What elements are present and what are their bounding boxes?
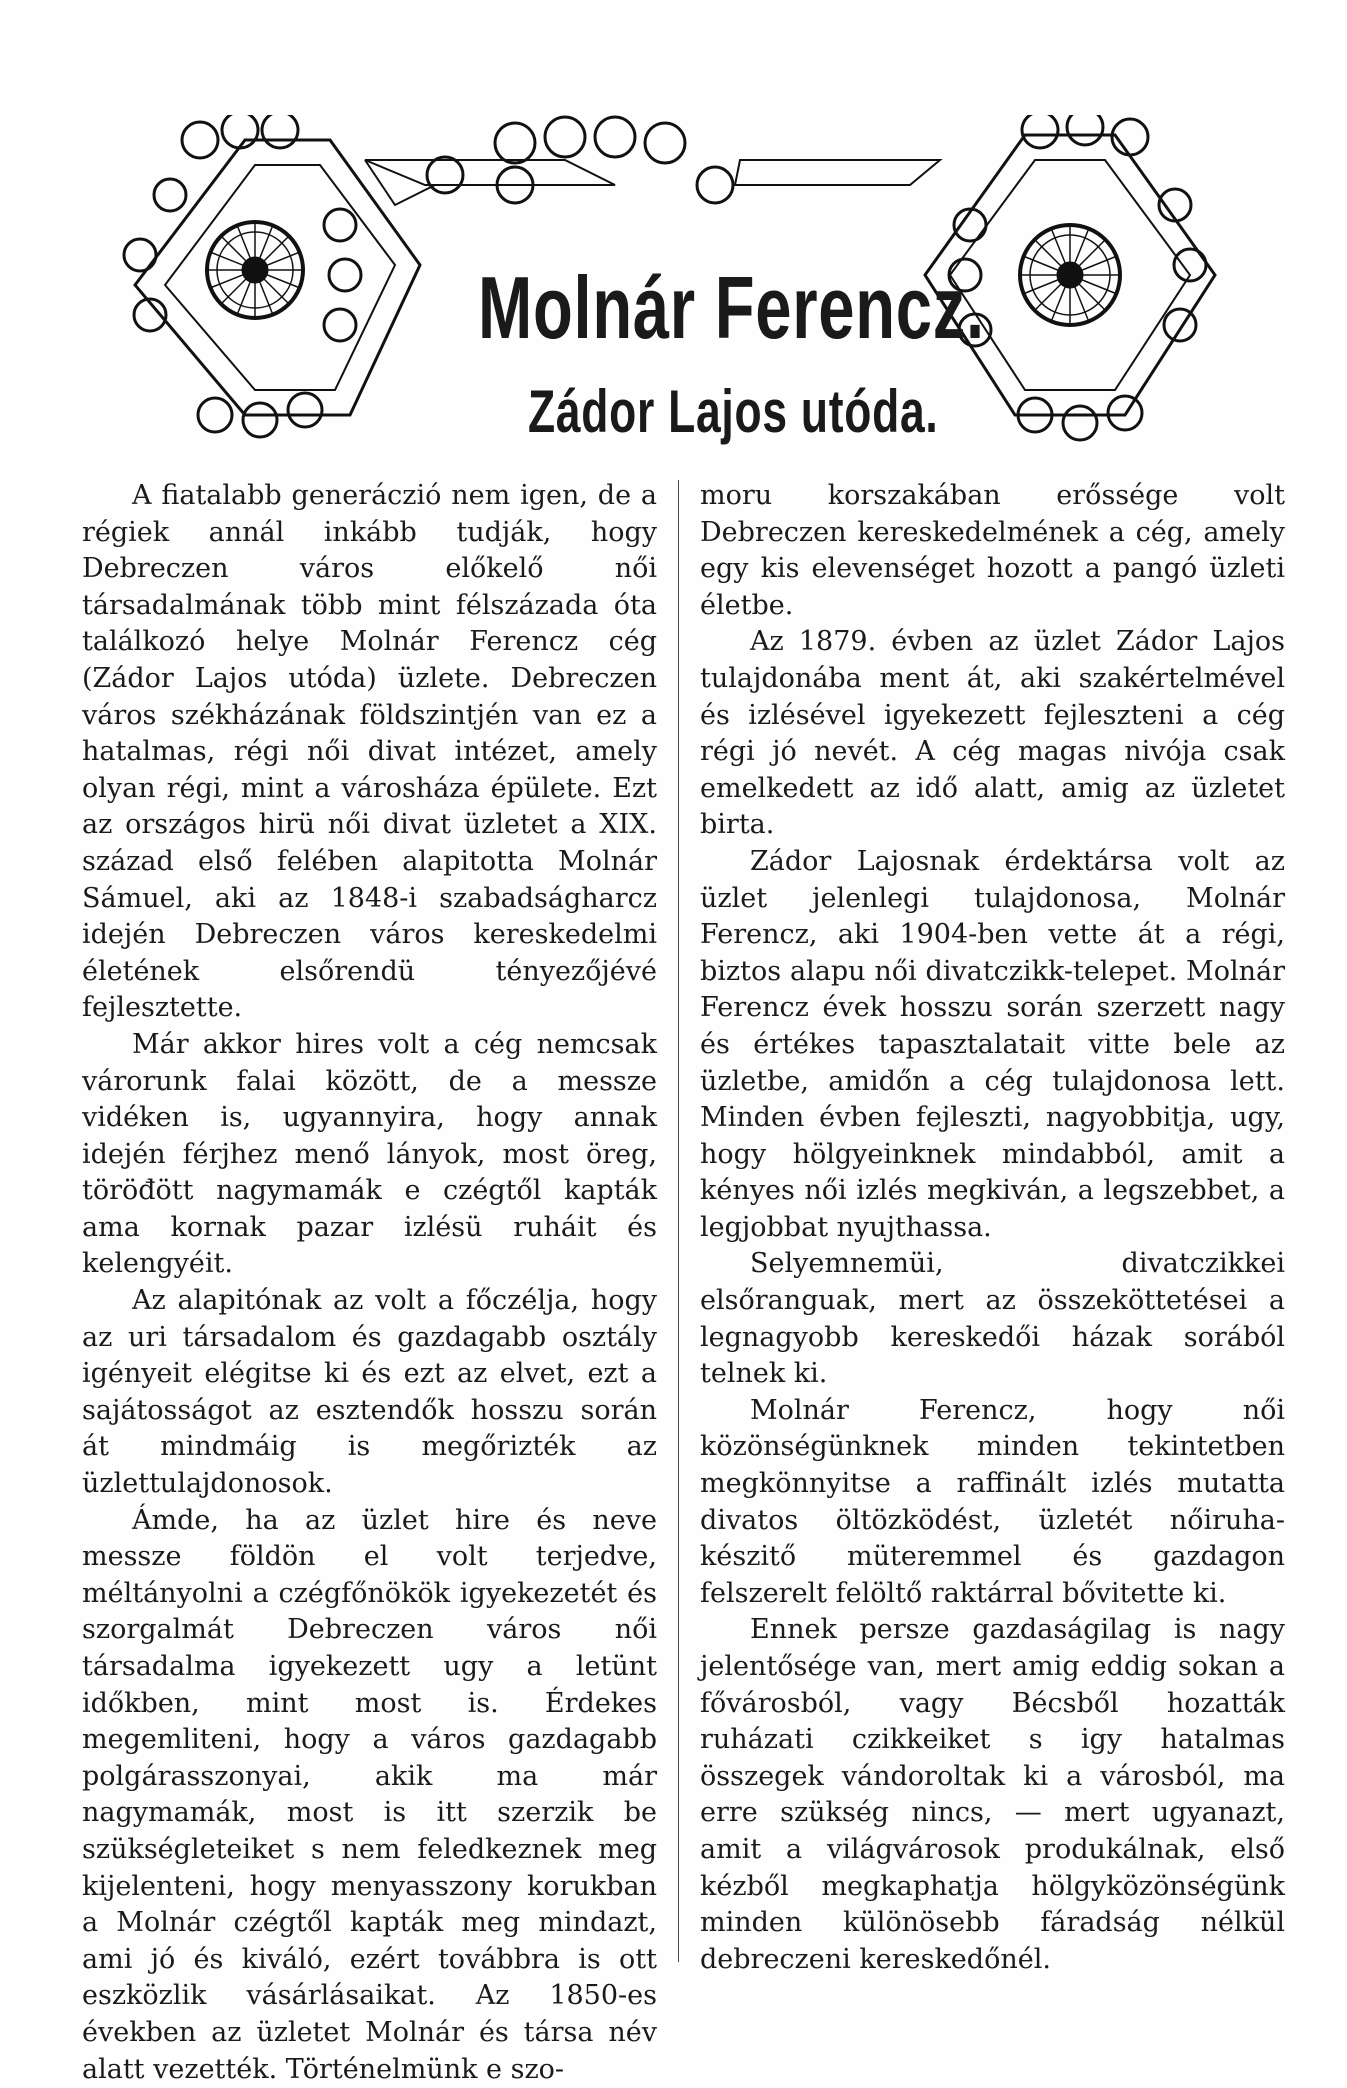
paragraph: Az alapitónak az volt a főczélja, hogy az uri társadalom és gazdagabb osztály igényeit elégitse ki és ezt az elvet, ezt a sajátosságot az esztendők hosszu során át mindmáig is megőrizték az üzlettulajdonosok. xyxy=(82,1285,657,1500)
paragraph: Zádor Lajosnak érdektársa volt az üzlet jelenlegi tulajdonosa, Molnár Ferencz, aki 1904-ben vette át a régi, biztos alapu női divatczikk-telepet. Molnár Ferencz évek hosszu során szerzett nagy és értékes tapasztalatait vitte bele az üzletbe, amidőn a cég tulajdonosa lett. Minden évben fejleszti, nagyobbitja, ugy, hogy hölgyeinknek mindabból, amit a kényes női izlés megkiván, a legszebbet, a legjobbat nyujthassa. xyxy=(700,845,1285,1243)
paragraph: A fiatalabb generáczió nem igen, de a régiek annál inkább tudják, hogy Debreczen város előkelő női társadalmának több mint félszázada óta találkozó helye Molnár Ferencz cég (Zádor Lajos utóda) üzlete. Debreczen város székházának földszintjén van ez a hatalmas, régi női divat intézet, amely olyan régi, mint a városháza épülete. Ezt az országos hirü női divat üzletet a XIX. század első felében alapitotta Molnár Sámuel, aki az 1848-i szabadságharcz idején Debreczen város kereskedelmi életének elsőrendü tényezőjévé fejlesztette. xyxy=(82,480,657,1024)
paragraph: Selyemnemüi, divatczikkei elsőranguak, mert az összeköttetései a legnagyobb kereskedői házak sorából telnek ki. xyxy=(700,1248,1285,1390)
page-title: Molnár Ferencz. xyxy=(478,258,985,357)
column-divider xyxy=(678,480,679,1962)
paragraph: Ennek persze gazdaságilag is nagy jelentősége van, mert amig eddig sokan a fővárosból, vagy Bécsből hozatták ruházati czikkeiket s igy hatalmas összegek vándoroltak ki a városból, ma erre szükség nincs, — mert ugyanazt, amit a világvárosok produkálnak, első kézből megkaphatja hölgyközönségünk minden különösebb fáradság nélkül debreczeni kereskedőnél. xyxy=(700,1614,1285,1975)
paragraph: Az 1879. évben az üzlet Zádor Lajos tulajdonába ment át, aki szakértelmével és izlésével igyekezett fejleszteni a cég régi jó nevét. A cég magas nivója csak emelkedett az idő alatt, amig az üzletet birta. xyxy=(700,626,1285,841)
right-column xyxy=(700,478,1285,1978)
paragraph: moru korszakában erőssége volt Debreczen kereskedelmének a cég, amely egy kis elevenséget hozott a pangó üzleti életbe. xyxy=(700,480,1285,621)
left-column xyxy=(82,478,657,2088)
paragraph: Molnár Ferencz, hogy női közönségünknek minden tekintetben megkönnyitse a raffinált izlés mutatta divatos öltözködést, üzletét nőiruha-készitő müteremmel és gazdagon felszerelt felöltő raktárral bővitette ki. xyxy=(700,1394,1285,1609)
paragraph: Már akkor hires volt a cég nemcsak várorunk falai között, de a messze vidéken is, ugyannyira, hogy annak idején férjhez menő lányok, most öreg, töröđött nagymamák e czégtől kapták ama kornak pazar izlésü ruháit és kelengyéit. xyxy=(82,1028,657,1280)
page-subtitle: Zádor Lajos utóda. xyxy=(528,378,939,445)
left-wreath-icon xyxy=(124,115,420,437)
paragraph: Ámde, ha az üzlet hire és neve messze földön el volt terjedve, méltányolni a czégfőnökök igyekezetét és szorgalmát Debreczen város női társadalma igyekezett ugy a letünt időkben, mint most is. Érdekes megemliteni, hogy a város gazdagabb polgárasszonyai, akik ma már nagymamák, most is itt szerzik be szükségleteiket s nem feledkeznek meg kijelenteni, hogy menyasszony korukban a Molnár czégtől kapták meg mindazt, ami jó és kiváló, ezért továbbra is ott eszközlik vásárlásaikat. Az 1850-es években az üzletet Molnár és társa név alatt vezették. Történelmünk e szo- xyxy=(82,1504,657,2085)
center-flower-spray-icon xyxy=(365,117,940,205)
